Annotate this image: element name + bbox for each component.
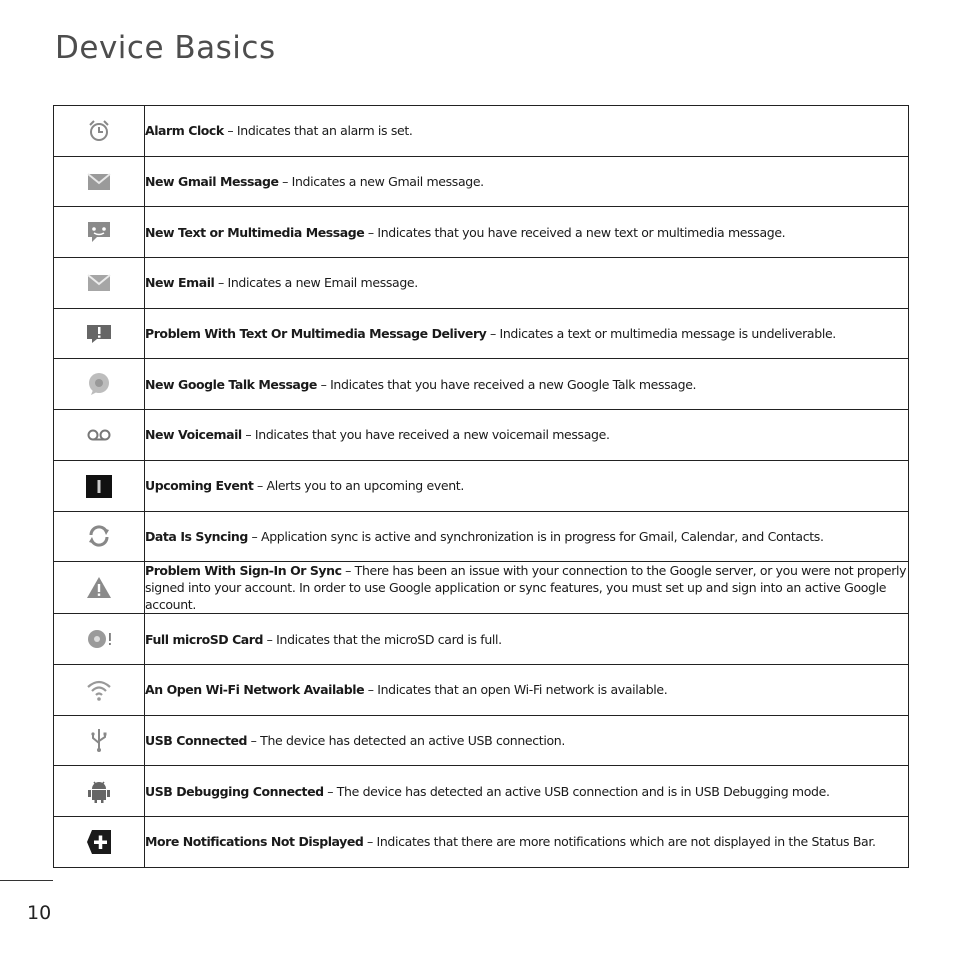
description-cell: [145, 156, 909, 207]
table-row: [54, 308, 909, 359]
page-number: 10: [27, 902, 52, 924]
table-row: [54, 410, 909, 461]
table-row: [54, 816, 909, 867]
table-row: [54, 359, 909, 410]
footer-rule: [0, 880, 53, 881]
table-row: [54, 664, 909, 715]
message-error-icon: [85, 320, 113, 348]
icon-term: An Open Wi-Fi Network Available: [145, 682, 365, 698]
icon-description: – The device has detected an active USB connection.: [247, 732, 565, 748]
description-cell: [145, 562, 909, 614]
description-cell: [145, 816, 909, 867]
table-row: [54, 106, 909, 157]
icon-description: – Indicates that the microSD card is full.: [263, 631, 502, 647]
icon-term: Full microSD Card: [145, 631, 264, 647]
icon-description: – There has been an issue with your connection to the Google server, or you were not properly signed into your account. In order to use Google application or sync features, you must set up and sign into an active Google account.: [145, 563, 907, 613]
icon-description: – Indicates that an alarm is set.: [223, 123, 413, 139]
google-talk-icon: [85, 370, 113, 398]
alarm-clock-icon: [85, 117, 113, 145]
icon-term: Data Is Syncing: [145, 528, 248, 544]
description-cell: [145, 410, 909, 461]
text-message-icon: [85, 218, 113, 246]
description-cell: [145, 766, 909, 817]
icon-description: – Indicates a new Gmail message.: [278, 174, 484, 190]
warning-icon: [85, 574, 113, 602]
more-notifications-icon: [85, 828, 113, 856]
description-cell: [145, 207, 909, 258]
table-row: [54, 511, 909, 562]
sync-icon: [85, 522, 113, 550]
description-cell: [145, 258, 909, 309]
icon-term: Alarm Clock: [145, 123, 224, 139]
table-row: [54, 614, 909, 665]
description-cell: [145, 511, 909, 562]
description-cell: [145, 664, 909, 715]
sd-card-full-icon: [85, 625, 113, 653]
icon-description: – Indicates that you have received a new Google Talk message.: [316, 376, 697, 392]
calendar-event-icon: [85, 472, 113, 500]
wifi-icon: [85, 676, 113, 704]
description-cell: [145, 106, 909, 157]
gmail-envelope-icon: [85, 168, 113, 196]
table-row: [54, 207, 909, 258]
icon-term: USB Debugging Connected: [145, 783, 324, 799]
icon-term: Problem With Sign-In Or Sync: [145, 563, 342, 579]
icon-term: New Gmail Message: [145, 174, 279, 190]
icon-term: More Notifications Not Displayed: [145, 834, 364, 850]
table-row: [54, 460, 909, 511]
table-row: [54, 766, 909, 817]
usb-icon: [85, 726, 113, 754]
icon-description: – Indicates that there are more notifications which are not displayed in the Status Bar.: [363, 834, 876, 850]
table-row: [54, 156, 909, 207]
icon-term: New Text or Multimedia Message: [145, 224, 365, 240]
page-title: Device Basics: [55, 30, 276, 66]
android-debug-icon: [85, 777, 113, 805]
icon-description: – Indicates that an open Wi-Fi network is available.: [364, 682, 668, 698]
icon-term: New Voicemail: [145, 427, 242, 443]
table-row: [54, 258, 909, 309]
description-cell: [145, 308, 909, 359]
icon-term: USB Connected: [145, 732, 248, 748]
icon-term: Problem With Text Or Multimedia Message Delivery: [145, 326, 487, 342]
email-envelope-icon: [85, 269, 113, 297]
table-row: [54, 715, 909, 766]
status-icon-table: [53, 105, 909, 868]
description-cell: [145, 460, 909, 511]
icon-description: – Alerts you to an upcoming event.: [253, 478, 464, 494]
icon-description: – Indicates a new Email message.: [214, 275, 418, 291]
icon-description: – Indicates a text or multimedia message is undeliverable.: [486, 326, 836, 342]
description-cell: [145, 614, 909, 665]
description-cell: [145, 715, 909, 766]
voicemail-icon: [85, 421, 113, 449]
icon-description: – The device has detected an active USB connection and is in USB Debugging mode.: [323, 783, 830, 799]
table-row: [54, 562, 909, 614]
icon-term: New Google Talk Message: [145, 376, 317, 392]
description-cell: [145, 359, 909, 410]
icon-description: – Indicates that you have received a new voicemail message.: [241, 427, 610, 443]
icon-term: Upcoming Event: [145, 478, 254, 494]
icon-term: New Email: [145, 275, 215, 291]
icon-description: – Indicates that you have received a new text or multimedia message.: [364, 224, 786, 240]
icon-description: – Application sync is active and synchronization is in progress for Gmail, Calendar, and Contacts.: [247, 528, 824, 544]
